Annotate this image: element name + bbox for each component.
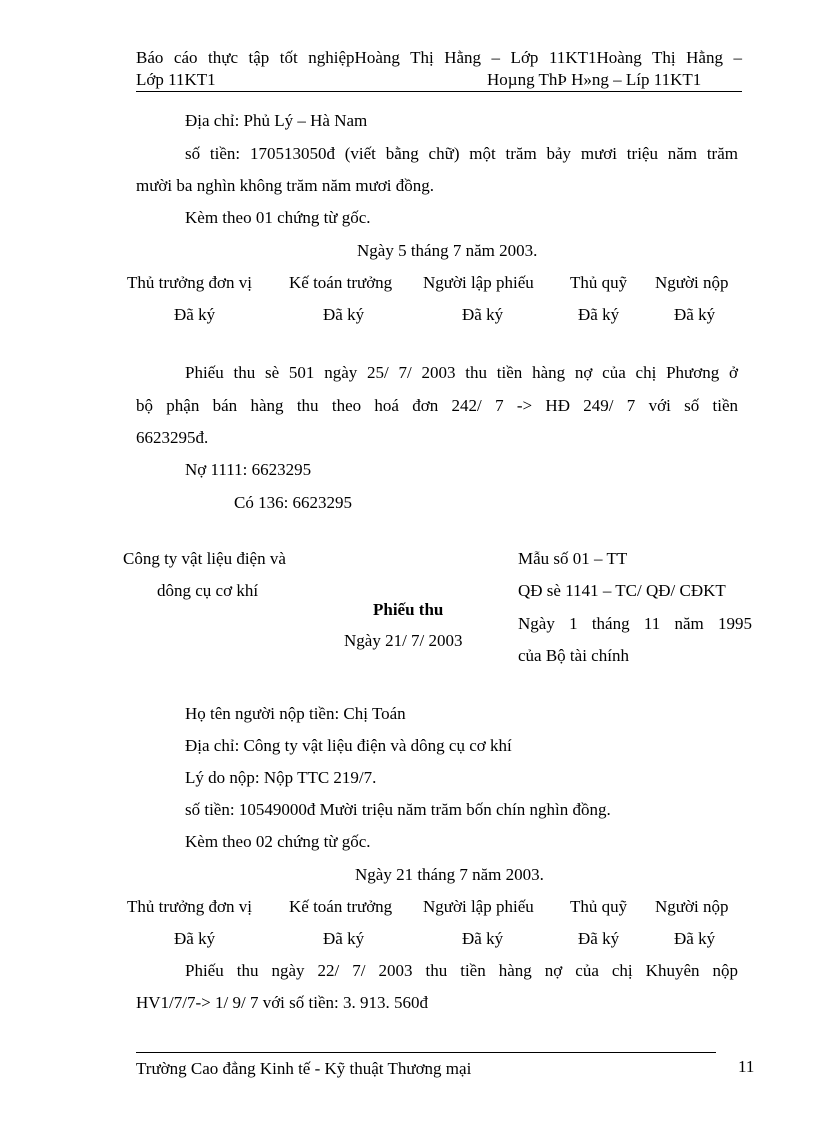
block1-date: Ngày 5 tháng 7 năm 2003. bbox=[357, 241, 538, 260]
receipt-title: Phiếu thu bbox=[373, 600, 444, 619]
footer-school: Trường Cao đẳng Kinh tế - Kỹ thuật Thương mại bbox=[136, 1059, 472, 1078]
sig-title-chief-accountant: Kế toán trưởng bbox=[289, 273, 393, 292]
receipt-ministry: của Bộ tài chính bbox=[518, 646, 629, 665]
sig2-title-preparer: Người lập phiếu bbox=[423, 897, 534, 916]
receipt-form-no: Mẫu số 01 – TT bbox=[518, 549, 628, 568]
sig-title-payer: Người nộp bbox=[655, 273, 729, 292]
sig2-signed-preparer: Đã ký bbox=[462, 929, 504, 948]
block1-amount-line1: số tiền: 170513050đ (viết bằng chữ) một trăm bảy mươi triệu năm trăm bbox=[185, 144, 738, 163]
receipt-date: Ngày 21/ 7/ 2003 bbox=[344, 631, 463, 650]
sig2-signed-payer: Đã ký bbox=[674, 929, 716, 948]
credit-entry: Có 136: 6623295 bbox=[234, 493, 353, 512]
header-line1: Báo cáo thực tập tốt nghiệpHoàng Thị Hằng – Lớp 11KT1Hoàng Thị Hằng – bbox=[136, 48, 742, 67]
sig2-signed-head: Đã ký bbox=[174, 929, 216, 948]
sig2-title-cashier: Thủ quỹ bbox=[570, 897, 628, 916]
receipt-reason: Lý do nộp: Nộp TTC 219/7. bbox=[185, 768, 377, 787]
sig2-signed-chief-accountant: Đã ký bbox=[323, 929, 365, 948]
footer-rule bbox=[136, 1052, 716, 1053]
sig-signed-head: Đã ký bbox=[174, 305, 216, 324]
para1-line2: bộ phận bán hàng thu theo hoá đơn 242/ 7 -> HĐ 249/ 7 với số tiền bbox=[136, 396, 738, 415]
sig-title-preparer: Người lập phiếu bbox=[423, 273, 534, 292]
sig-title-head: Thủ trưởng đơn vị bbox=[127, 273, 252, 292]
sig2-signed-cashier: Đã ký bbox=[578, 929, 620, 948]
sig-signed-chief-accountant: Đã ký bbox=[323, 305, 365, 324]
receipt-company-line2: dông cụ cơ khí bbox=[157, 581, 259, 600]
para2-line2: HV1/7/7-> 1/ 9/ 7 với số tiền: 3. 913. 560đ bbox=[136, 993, 428, 1012]
receipt-decision: QĐ sè 1141 – TC/ QĐ/ CĐKT bbox=[518, 581, 726, 600]
receipt-attached: Kèm theo 02 chứng từ gốc. bbox=[185, 832, 371, 851]
para2-line1: Phiếu thu ngày 22/ 7/ 2003 thu tiền hàng nợ của chị Khuyên nộp bbox=[185, 961, 738, 980]
sig2-title-payer: Người nộp bbox=[655, 897, 729, 916]
block1-attached: Kèm theo 01 chứng từ gốc. bbox=[185, 208, 371, 227]
debit-entry: Nợ 1111: 6623295 bbox=[185, 460, 312, 479]
para1-line3: 6623295đ. bbox=[136, 428, 209, 447]
para1-line1: Phiếu thu sè 501 ngày 25/ 7/ 2003 thu tiền hàng nợ của chị Phương ở bbox=[185, 363, 738, 382]
receipt-sign-date: Ngày 21 tháng 7 năm 2003. bbox=[355, 865, 544, 884]
header-rule bbox=[136, 91, 742, 92]
sig-signed-preparer: Đã ký bbox=[462, 305, 504, 324]
page-number: 11 bbox=[738, 1057, 755, 1076]
receipt-decision-date: Ngày 1 tháng 11 năm 1995 bbox=[518, 614, 752, 633]
sig-signed-cashier: Đã ký bbox=[578, 305, 620, 324]
block1-amount-line2: mười ba nghìn không trăm năm mươi đồng. bbox=[136, 176, 434, 195]
sig-signed-payer: Đã ký bbox=[674, 305, 716, 324]
receipt-company-line1: Công ty vật liệu điện và bbox=[123, 549, 286, 568]
receipt-payer: Họ tên người nộp tiền: Chị Toán bbox=[185, 704, 406, 723]
sig2-title-head: Thủ trưởng đơn vị bbox=[127, 897, 252, 916]
block1-address: Địa chỉ: Phủ Lý – Hà Nam bbox=[185, 111, 368, 130]
receipt-amount: số tiền: 10549000đ Mười triệu năm trăm bốn chín nghìn đồng. bbox=[185, 800, 611, 819]
receipt-address: Địa chỉ: Công ty vật liệu điện và dông cụ cơ khí bbox=[185, 736, 512, 755]
sig-title-cashier: Thủ quỹ bbox=[570, 273, 628, 292]
sig2-title-chief-accountant: Kế toán trưởng bbox=[289, 897, 393, 916]
header-line2-left: Lớp 11KT1 bbox=[136, 70, 216, 89]
header-line2-right: Hoµng ThÞ H»ng – Líp 11KT1 bbox=[487, 70, 702, 89]
